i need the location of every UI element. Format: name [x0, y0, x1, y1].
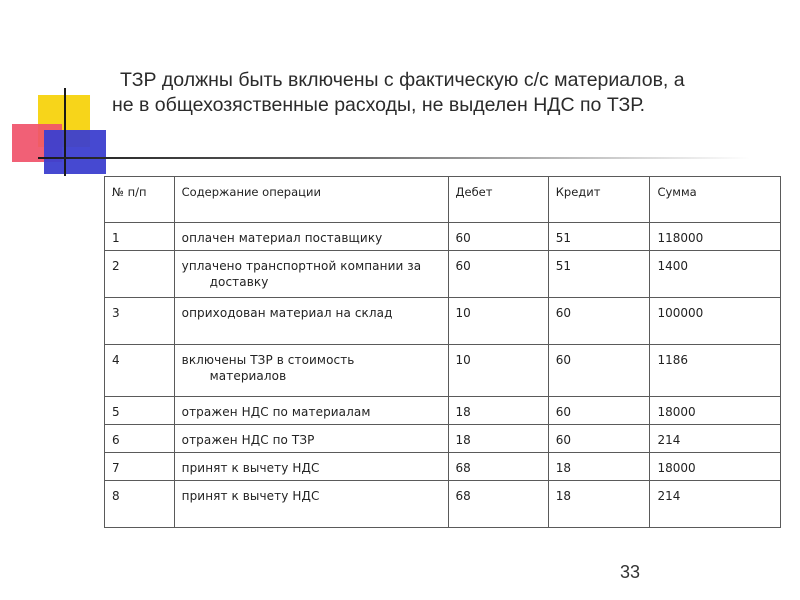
operation-text-continued: доставку — [209, 275, 269, 289]
operation-text: принят к вычету НДС — [181, 461, 320, 475]
operation-text: оприходован материал на склад — [181, 306, 393, 320]
cell-sum: 214 — [650, 425, 781, 453]
cell-num: 5 — [105, 397, 175, 425]
operation-text: отражен НДС по материалам — [181, 405, 371, 419]
cell-num: 4 — [105, 345, 175, 397]
page-number: 33 — [620, 562, 641, 582]
slide-title-line-2: не в общехозяственные расходы, не выделен НДС по ТЗР. — [112, 94, 646, 116]
cell-debit: 60 — [448, 223, 548, 251]
cell-operation — [174, 453, 448, 481]
cell-credit: 18 — [548, 453, 650, 481]
cell-debit: 18 — [448, 425, 548, 453]
cell-num: 7 — [105, 453, 175, 481]
operation-text: включены ТЗР в стоимость — [181, 353, 355, 367]
cell-sum: 118000 — [650, 223, 781, 251]
cell-num: 3 — [105, 298, 175, 345]
cell-debit: 18 — [448, 397, 548, 425]
table-row — [105, 397, 781, 425]
cell-num: 2 — [105, 251, 175, 298]
operation-text: принят к вычету НДС — [181, 489, 320, 503]
table-row — [105, 425, 781, 453]
cell-sum: 214 — [650, 481, 781, 528]
cell-num: 6 — [105, 425, 175, 453]
decor-vertical-line — [64, 88, 66, 176]
operation-text: уплачено транспортной компании за — [181, 259, 422, 273]
cell-sum: 100000 — [650, 298, 781, 345]
header-debit: Дебет — [448, 177, 548, 223]
cell-operation — [174, 397, 448, 425]
operation-text-continued: материалов — [209, 369, 287, 383]
header-operation: Содержание операции — [174, 177, 448, 223]
cell-sum: 18000 — [650, 453, 781, 481]
header-num: № п/п — [105, 177, 175, 223]
operation-text: отражен НДС по ТЗР — [181, 433, 315, 447]
cell-operation — [174, 481, 448, 528]
cell-num: 1 — [105, 223, 175, 251]
cell-credit: 51 — [548, 223, 650, 251]
cell-operation — [174, 223, 448, 251]
cell-credit: 51 — [548, 251, 650, 298]
operations-table — [104, 176, 781, 528]
cell-num: 8 — [105, 481, 175, 528]
cell-debit: 68 — [448, 481, 548, 528]
decor-blue-square — [44, 130, 106, 174]
cell-credit: 60 — [548, 298, 650, 345]
header-sum: Сумма — [650, 177, 781, 223]
table-row — [105, 481, 781, 528]
cell-sum: 1400 — [650, 251, 781, 298]
table-row — [105, 453, 781, 481]
slide-title-line-1: ТЗР должны быть включены с фактическую с/с материалов, а — [120, 69, 685, 91]
cell-operation — [174, 251, 448, 298]
cell-sum: 1186 — [650, 345, 781, 397]
cell-credit: 60 — [548, 425, 650, 453]
cell-debit: 10 — [448, 298, 548, 345]
table-header-row — [105, 177, 781, 223]
slide-title — [112, 68, 772, 118]
cell-debit: 68 — [448, 453, 548, 481]
table-row — [105, 298, 781, 345]
cell-credit: 60 — [548, 397, 650, 425]
cell-debit: 10 — [448, 345, 548, 397]
cell-debit: 60 — [448, 251, 548, 298]
header-credit: Кредит — [548, 177, 650, 223]
cell-credit: 60 — [548, 345, 650, 397]
cell-operation — [174, 425, 448, 453]
table-row — [105, 223, 781, 251]
cell-operation — [174, 345, 448, 397]
operation-text: оплачен материал поставщику — [181, 231, 383, 245]
table-row — [105, 345, 781, 397]
cell-operation — [174, 298, 448, 345]
cell-credit: 18 — [548, 481, 650, 528]
decor-horizontal-rule — [38, 157, 750, 159]
cell-sum: 18000 — [650, 397, 781, 425]
table-row — [105, 251, 781, 298]
